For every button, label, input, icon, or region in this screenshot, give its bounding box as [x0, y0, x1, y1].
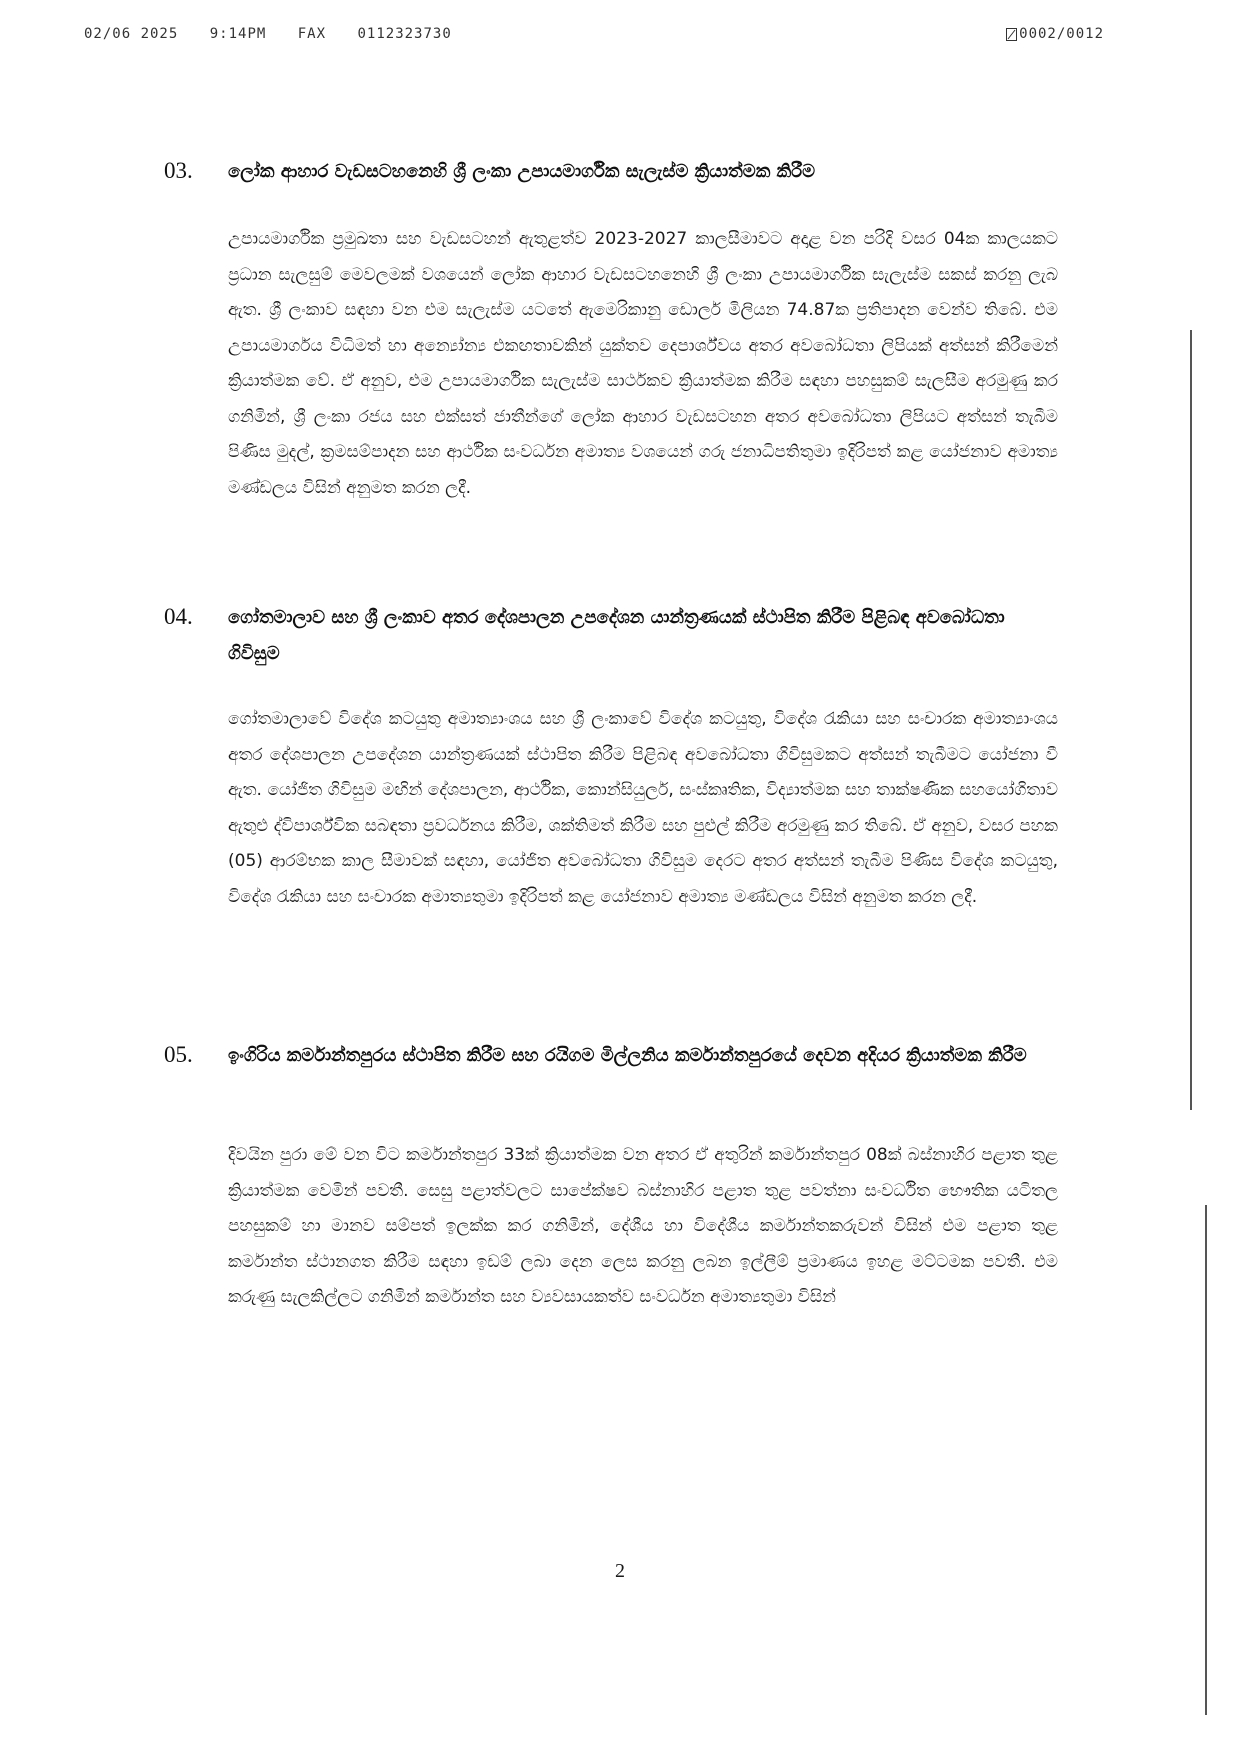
fax-label: FAX: [297, 26, 327, 42]
fax-header-right: [1006, 26, 1104, 42]
section-body: උපායමාර්ගික ප්‍රමුඛතා සහ වැඩසටහන් ඇතුළත්ව 2023-2027 කාලසීමාවට අදාළ වන පරිදි වසර 04ක කාලයකට ප්‍රධාන සැලසුම් මෙවලමක් වශයෙන් ලෝක ආහාර වැඩසටහනෙහි ශ්‍රී ලංකා උපායමාර්ගික සැලැස්ම සකස් කරනු ලැබ ඇත. ශ්‍රී ලංකාව සඳහා වන එම සැලැස්ම යටතේ ඇමෙරිකානු ඩොලර් මිලියන 74.87ක ප්‍රතිපාදන වෙන්ව තිබේ. එම උපායමාර්ගය විධිමත් හා අන්‍යෝන්‍ය එකඟතාවකින් යුක්තව දෙපාර්ශ්වය අතර අවබෝධතා ලිපියක් අත්සන් කිරීමෙන් ක්‍රියාත්මක වේ. ඒ අනුව, එම උපායමාර්ගික සැලැස්ම සාර්ථකව ක්‍රියාත්මක කිරීම සඳහා පහසුකම් සැලසීම අරමුණු කර ගනිමින්, ශ්‍රී ලංකා රජය සහ එක්සත් ජාතීන්ගේ ලෝක ආහාර වැඩසටහන අතර අවබෝධතා ලිපියට අත්සන් තැබීම පිණිස මුදල්, ක්‍රමසම්පාදන සහ ආර්ථික සංවර්ධන අමාත්‍ය වශයෙන් ගරු ජනාධිපතිතුමා ඉදිරිපත් කළ යෝජනාව අමාත්‍ය මණ්ඩලය විසින් අනුමත කරන ලදී.: [228, 229, 1058, 498]
fax-page-counter: 0002/0012: [1019, 26, 1104, 42]
fax-header: [84, 26, 1104, 42]
scan-edge-line: [1205, 1205, 1207, 1715]
section-title: ලෝක ආහාර වැඩසටහනෙහි ශ්‍රී ලංකා උපායමාර්ගික සැලැස්ම ක්‍රියාත්මක කිරීම: [228, 161, 816, 182]
fax-number: 0112323730: [357, 26, 452, 42]
section-number: 03.: [164, 158, 193, 183]
scan-edge-line: [1190, 330, 1192, 1110]
page-number: 2: [615, 1560, 625, 1582]
section-title: ගෝතමාලාව සහ ශ්‍රී ලංකාව අතර දේශපාලන උපදේශන යාන්ත්‍රණයක් ස්ථාපිත කිරීම පිළිබඳ අවබෝධතා ගිවිසුම: [228, 607, 1005, 664]
section-body: ගෝතමාලාවේ විදේශ කටයුතු අමාත්‍යාංශය සහ ශ්‍රී ලංකාවේ විදේශ කටයුතු, විදේශ රැකියා සහ සංචාරක අමාත්‍යාංශය අතර දේශපාලන උපදේශන යාන්ත්‍රණයක් ස්ථාපිත කිරීම පිළිබඳ අවබෝධතා ගිවිසුමකට අත්සන් තැබීමට යෝජනා වී ඇත. යෝජිත ගිවිසුම මඟින් දේශපාලන, ආර්ථික, කොන්සියුලර්, සංස්කෘතික, විද්‍යාත්මක සහ තාක්ෂණික සහයෝගිතාව ඇතුළු ද්විපාර්ශ්වික සබඳතා ප්‍රවර්ධනය කිරීම, ශක්තිමත් කිරීම සහ පුළුල් කිරීම අරමුණු කර තිබේ. ඒ අනුව, වසර පහක (05) ආරම්භක කාල සීමාවක් සඳහා, යෝජිත අවබෝධතා ගිවිසුම දෙරට අතර අත්සන් තැබීම පිණිස විදේශ කටයුතු, විදේශ රැකියා සහ සංචාරක අමාත්‍යතුමා ඉදිරිපත් කළ යෝජනාව අමාත්‍ය මණ්ඩලය විසින් අනුමත කරන ලදී.: [228, 709, 1058, 907]
section-number: 04.: [164, 604, 193, 629]
section-title: ඉංගිරිය කර්මාන්තපුරය ස්ථාපිත කිරීම සහ රයිගම මිල්ලනිය කර්මාන්තපුරයේ දෙවන අදියර ක්‍රියාත්මක කිරීම: [228, 1045, 1027, 1066]
fax-date: 02/06 2025: [84, 26, 179, 42]
fax-time: 9:14PM: [209, 26, 267, 42]
fax-header-left: [84, 26, 474, 42]
section-number: 05.: [164, 1042, 193, 1067]
section-body: දිවයින පුරා මේ වන විට කර්මාන්තපුර 33ක් ක්‍රියාත්මක වන අතර ඒ අතුරින් කර්මාන්තපුර 08ක් බස්නාහිර පළාත තුළ ක්‍රියාත්මක වෙමින් පවතී. සෙසු පළාත්වලට සාපේක්ෂව බස්නාහිර පළාත තුළ පවත්නා සංවර්ධිත භෞතික යටිතල පහසුකම් හා මානව සම්පත් ඉලක්ක කර ගනිමින්, දේශීය හා විදේශීය කර්මාන්තකරුවන් විසින් එම පළාත තුළ කර්මාන්ත ස්ථානගත කිරීම සඳහා ඉඩම් ලබා දෙන ලෙස කරනු ලබන ඉල්ලීම් ප්‍රමාණය ඉහළ මට්ටමක පවතී. එම කරුණු සැලකිල්ලට ගනිමින් කර්මාන්ත සහ ව්‍යවසායකත්ව සංවර්ධන අමාත්‍යතුමා විසින්: [228, 1145, 1058, 1307]
fax-page-icon: [1006, 28, 1017, 41]
